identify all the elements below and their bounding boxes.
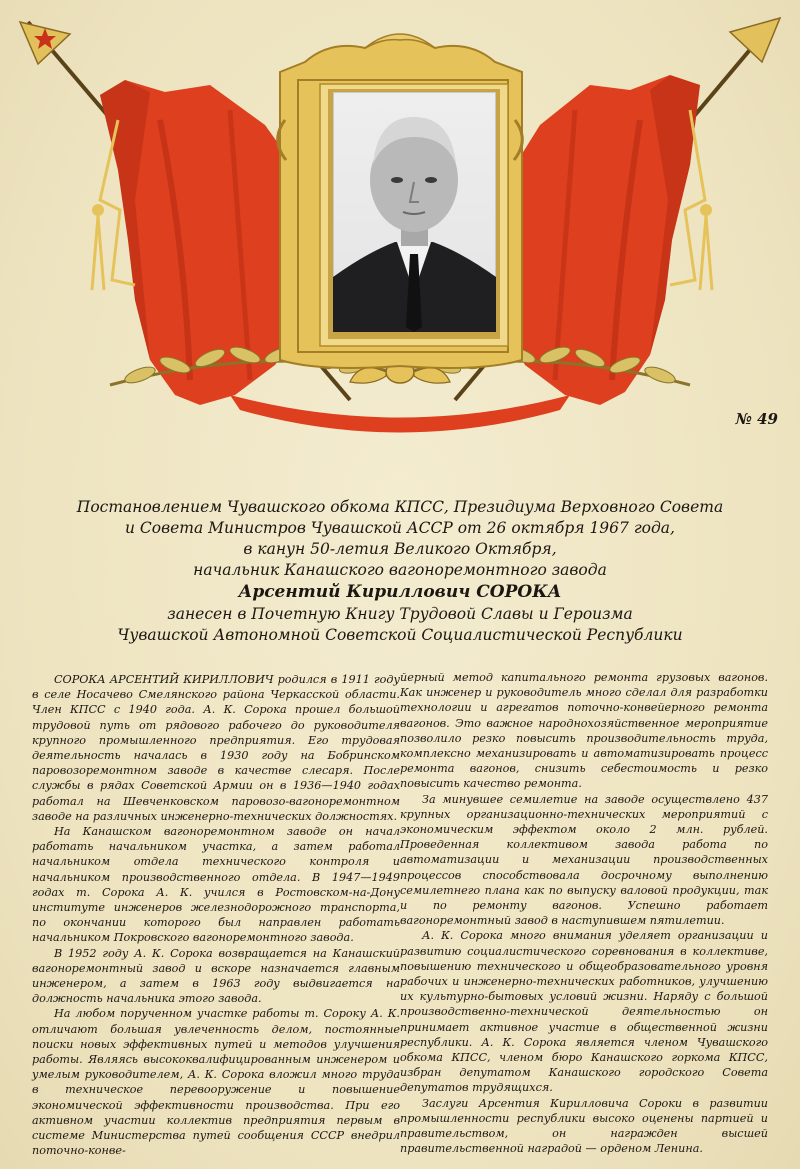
biography-right-column <box>400 670 768 1157</box>
biography-paragraph: Заслуги Арсентия Кирилловича Сороки в развитии промышленности республики высоко оценены партией и правительством, он награжден высшей правительственной наградой — орденом Ленина. <box>400 1096 768 1156</box>
page-number: № 49 <box>735 410 778 428</box>
resolution-heading <box>40 497 760 646</box>
biography-paragraph: СОРОКА АРСЕНТИЙ КИРИЛЛОВИЧ родился в 1911 году в селе Носачево Смелянского района Черкасской области. Член КПСС с 1940 года. А. К. Сорока прошел большой трудовой путь от рядового рабочего до руководителя крупного промышленного предприятия. Его трудовая деятельность началась в 1930 году на Бобринском паровозоремонтном заводе в качестве слесаря. После службы в рядах Советской Армии он в 1936—1940 годах работал на Шевченковском паровозо-вагоноремонтном заводе на различных инженерно-технических должностях. <box>32 673 400 823</box>
red-drape <box>230 395 570 433</box>
heading-line-5: занесен в Почетную Книгу Трудовой Славы и Героизма <box>167 605 633 623</box>
biography-paragraph: За минувшее семилетие на заводе осуществлено 437 крупных организационно-технических мероприятий с экономическим эффектом около 2 млн. рублей. Проведенная коллективом завода работа по автоматизации и механизации производственных процессов способствовала досрочному выполнению семилетнего плана как по выпуску валовой продукции, так и по ремонту вагонов. Успешно работает вагоноремонтный завод в наступившем пятилетии. <box>400 792 768 928</box>
biography-paragraph: На Канашском вагоноремонтном заводе он начал работать начальником участка, а затем работал начальником отдела технического контроля и начальником производственного отдела. В 1947—1949 годах т. Сорока А. К. учился в Ростовском-на-Дону институте инженеров железнодорожного транспорта, по окончании которого был направлен работать начальником Покровского вагоноремонтного завода. <box>32 825 400 945</box>
portrait-photo <box>333 92 496 332</box>
biography-paragraph: йерный метод капитального ремонта грузовых вагонов. Как инженер и руководитель много сделал для разработки технологии и агрегатов поточно-конвейерного ремонта вагонов. Это важное народнохозяйственное мероприятие позволило резко повысить производительность труда, комплексно механизировать и автоматизировать процесс ремонта вагонов, снизить себестоимость и резко повысить качество ремонта. <box>400 671 768 791</box>
biography-paragraph: А. К. Сорока много внимания уделяет организации и развитию социалистического соревнования в коллективе, повышению технического и общеобразовательного уровня рабочих и инженерно-технических работников, улучшению их культурно-бытовых условий жизни. Наряду с большой производственно-технической деятельностью он принимает активное участие в общественной жизни республики. А. К. Сорока является членом Чувашского обкома КПСС, членом бюро Канашского горкома КПСС, избран депутатом Канашского городского Совета депутатов трудящихся. <box>400 929 768 1095</box>
biography-paragraph: В 1952 году А. К. Сорока возвращается на Канашский вагоноремонтный завод и вскоре назначается главным инженером, а затем в 1963 году выдвигается на должность начальника этого завода. <box>32 946 400 1006</box>
heading-line-1: Постановлением Чувашского обкома КПСС, Президиума Верховного Совета <box>76 498 724 516</box>
heading-line-4: начальник Канашского вагоноремонтного завода <box>193 561 607 579</box>
biography-paragraph: На любом порученном участке работы т. Сороку А. К. отличают большая увлеченность делом, постоянные поиски новых эффективных путей и методов улучшения работы. Являясь высококвалифицированным инженером и умелым руководителем, А. К. Сорока вложил много труда в техническое перевооружение и повышение экономической эффективности производства. При его активном участии коллектив предприятия первым в системе Министерства путей сообщения СССР внедрил поточно-конве- <box>32 1007 400 1158</box>
honoree-name: Арсентий Кириллович СОРОКА <box>238 582 562 602</box>
right-spear-tip-icon <box>730 18 780 62</box>
heading-line-3: в канун 50-летия Великого Октября, <box>243 540 557 558</box>
heading-line-2: и Совета Министров Чувашской АССР от 26 октября 1967 года, <box>125 519 675 537</box>
biography-left-column <box>32 672 400 1159</box>
heading-line-6: Чувашской Автономной Советской Социалистической Республики <box>117 626 683 644</box>
